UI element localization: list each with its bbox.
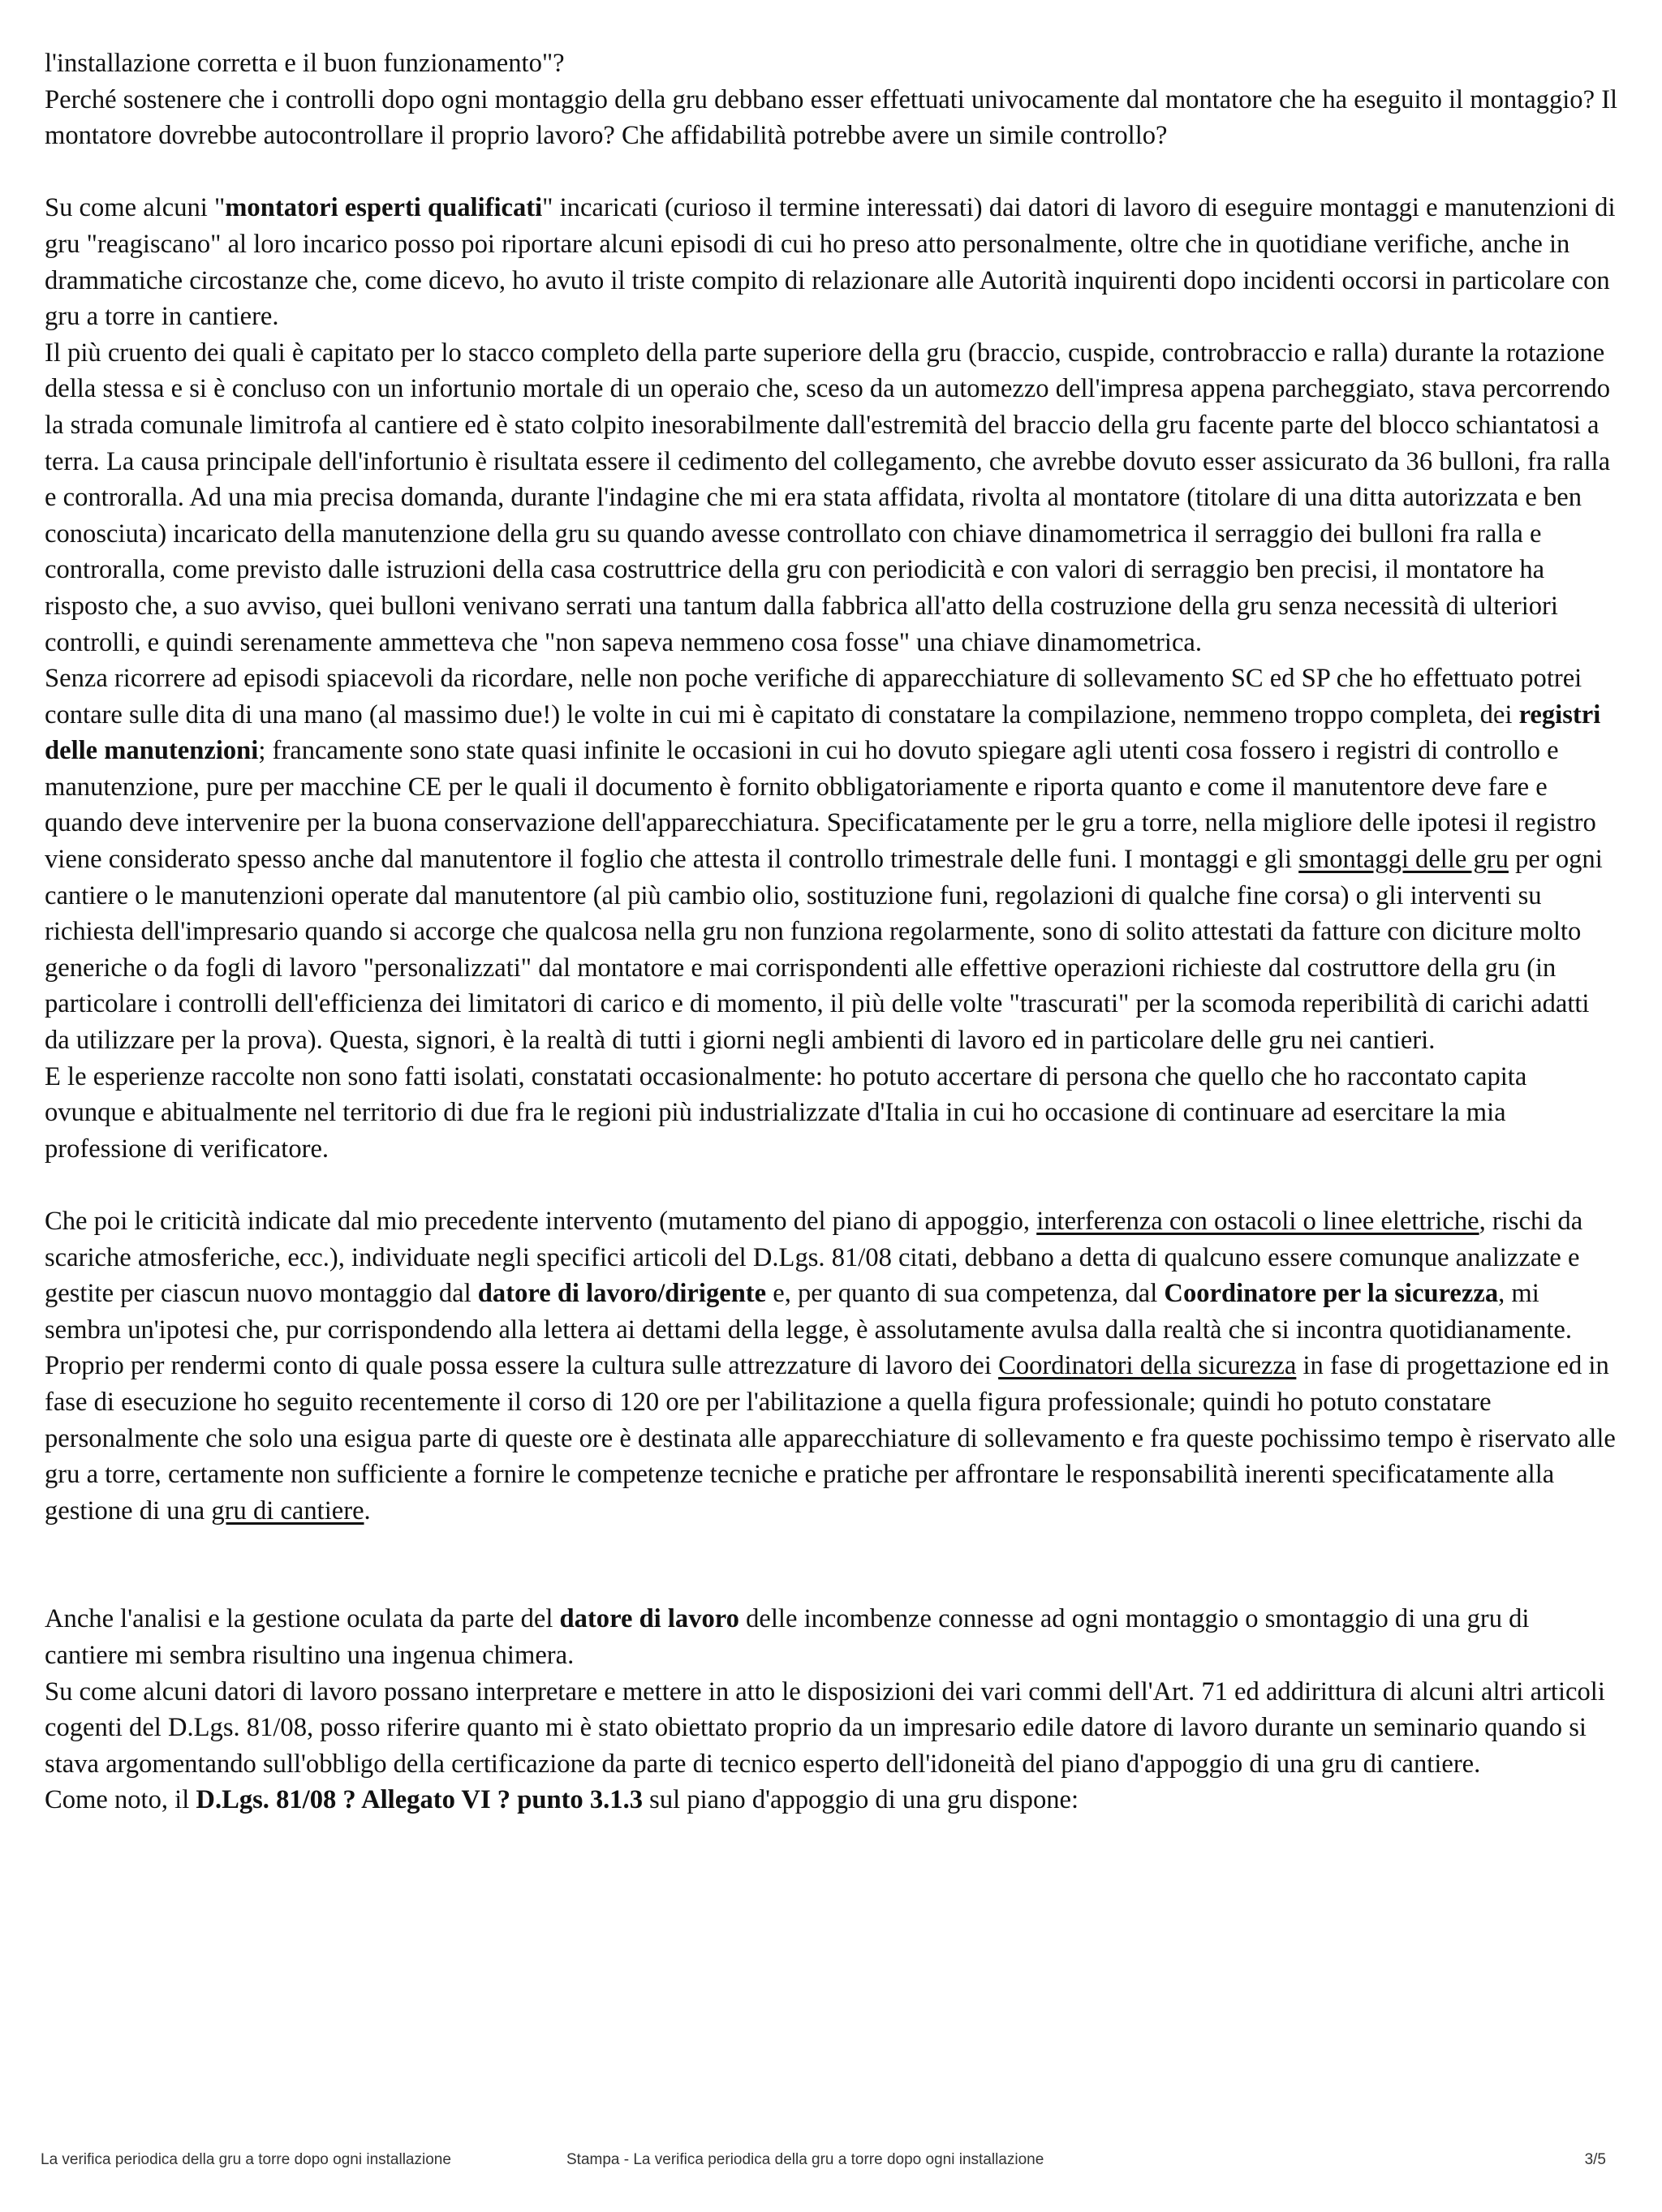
bold-text: datore di lavoro bbox=[559, 1604, 739, 1634]
paragraph bbox=[45, 1059, 1619, 1168]
paragraph bbox=[45, 82, 1619, 154]
text-run: " incaricati (curioso il termine interessati) dai datori di lavoro di eseguire montaggi e manutenzioni di gru "reagiscano" al loro incarico posso poi riportare alcuni episodi di cui ho preso atto personalmente, oltre che in quotidiane verifiche, anche in drammatiche circostanze che, come dicevo, ho avuto il triste compito di relazionare alle Autorità inquirenti dopo incidenti occorsi in particolare con gru a torre in cantiere. bbox=[45, 193, 1616, 332]
text-run: Su come alcuni " bbox=[45, 193, 226, 223]
footer-page-number: 3/5 bbox=[1584, 2151, 1606, 2168]
text-run: , rischi da scariche atmosferiche, ecc.), individuate negli specifici articoli del D.Lgs. 81/08 citati, debbano a detta di qualcuno essere comunque analizzate e gestite per ciascun nuovo montaggio dal bbox=[45, 1207, 1583, 1309]
inline-link[interactable]: Coordinatori della sicurezza bbox=[998, 1351, 1297, 1381]
paragraph bbox=[45, 190, 1619, 334]
text-run: , mi sembra un'ipotesi che, pur corrispondendo alla lettera ai dettami della legge, è assolutamente avulsa dalla realtà che si incontra quotidianamente. bbox=[45, 1279, 1573, 1345]
inline-link[interactable]: smontaggi delle gru bbox=[1298, 845, 1509, 875]
text-run: e, per quanto di sua competenza, dal bbox=[766, 1279, 1165, 1309]
paragraph bbox=[45, 335, 1619, 661]
footer-page-title: La verifica periodica della gru a torre dopo ogni installazione bbox=[41, 2151, 451, 2168]
text-run: Che poi le criticità indicate dal mio precedente intervento (mutamento del piano di appoggio, bbox=[45, 1207, 1037, 1236]
paragraph-spacer bbox=[45, 1529, 1619, 1601]
text-run: Proprio per rendermi conto di quale possa essere la cultura sulle attrezzature di lavoro dei bbox=[45, 1351, 999, 1381]
print-footer bbox=[0, 2151, 1662, 2175]
paragraph bbox=[45, 1674, 1619, 1783]
paragraph-spacer bbox=[45, 154, 1619, 191]
paragraph bbox=[45, 45, 1619, 82]
text-run: delle incombenze connesse ad ogni montaggio o smontaggio di una gru di cantiere mi sembra risultino una ingenua chimera. bbox=[45, 1604, 1530, 1670]
paragraph bbox=[45, 1348, 1619, 1529]
footer-print-title: Stampa - La verifica periodica della gru a torre dopo ogni installazione bbox=[566, 2151, 1044, 2168]
inline-link[interactable]: gru di cantiere bbox=[211, 1495, 364, 1526]
paragraph bbox=[45, 1203, 1619, 1348]
text-run: Perché sostenere che i controlli dopo ogni montaggio della gru debbano esser effettuati univocamente dal montatore che ha eseguito il montaggio? Il montatore dovrebbe autocontrollare il proprio lavoro? Che affidabilità potrebbe avere un simile controllo? bbox=[45, 84, 1618, 151]
text-run: sul piano d'appoggio di una gru dispone: bbox=[643, 1785, 1079, 1815]
paragraph bbox=[45, 661, 1619, 1059]
bold-text: montatori esperti qualificati bbox=[225, 193, 543, 223]
bold-text: registri delle manutenzioni bbox=[45, 699, 1601, 766]
text-run: Su come alcuni datori di lavoro possano interpretare e mettere in atto le disposizioni dei vari commi dell'Art. 71 ed addirittura di alcuni altri articoli cogenti del D.Lgs. 81/08, posso riferire quanto mi è stato obiettato proprio da un impresario edile datore di lavoro durante un seminario quando si stava argomentando sull'obbligo della certificazione da parte di tecnico esperto dell'idoneità del piano d'appoggio di una gru di cantiere. bbox=[45, 1676, 1605, 1779]
paragraph-spacer bbox=[45, 1167, 1619, 1203]
text-run: Come noto, il bbox=[45, 1785, 196, 1815]
paragraph bbox=[45, 1782, 1619, 1818]
text-run: E le esperienze raccolte non sono fatti isolati, constatati occasionalmente: ho potuto accertare di persona che quello che ho raccontato capita ovunque e abitualmente nel territorio di due fra le regioni più industrializzate d'Italia in cui ho occasione di continuare ad esercitare la mia professione di verificatore. bbox=[45, 1061, 1527, 1164]
text-run: l'installazione corretta e il buon funzionamento"? bbox=[45, 49, 565, 78]
inline-link[interactable]: interferenza con ostacoli o linee elettriche bbox=[1036, 1207, 1479, 1236]
text-run: in fase di progettazione ed in fase di esecuzione ho seguito recentemente il corso di 120 ore per l'abilitazione a quella figura professionale; quindi ho potuto constatare personalmente che solo una esigua parte di queste ore è destinata alle apparecchiature di sollevamento e fra queste pochissimo tempo è riservato alle gru a torre, certamente non sufficiente a fornire le competenze tecniche e pratiche per affrontare le responsabilità inerenti specificatamente alla gestione di una bbox=[45, 1351, 1616, 1526]
text-run: Senza ricorrere ad episodi spiacevoli da ricordare, nelle non poche verifiche di apparecchiature di sollevamento SC ed SP che ho effettuato potrei contare sulle dita di una mano (al massimo due!) le volte in cui mi è capitato di constatare la compilazione, nemmeno troppo completa, dei bbox=[45, 664, 1582, 729]
bold-text: Coordinatore per la sicurezza bbox=[1164, 1279, 1499, 1309]
text-run: Il più cruento dei quali è capitato per lo stacco completo della parte superiore della gru (braccio, cuspide, controbraccio e ralla) durante la rotazione della stessa e si è concluso con un infortunio mortale di un operaio che, sceso da un automezzo dell'impresa appena parcheggiato, stava percorrendo la strada comunale limitrofa al cantiere ed è stato colpito inesorabilmente dall'estremità del braccio della gru facente parte del blocco schiantatosi a terra. La causa principale dell'infortunio è risultata essere il cedimento del collegamento, che avrebbe dovuto esser assicurato da 36 bulloni, fra ralla e controralla. Ad una mia precisa domanda, durante l'indagine che mi era stata affidata, rivolta al montatore (titolare di una ditta autorizzata e ben conosciuta) incaricato della manutenzione della gru su quando avesse controllato con chiave dinamometrica il serraggio dei bulloni fra ralla e controralla, come previsto dalle istruzioni della casa costruttrice della gru con periodicità e con valori di serraggio ben precisi, il montatore ha risposto che, a suo avviso, quei bulloni venivano serrati una tantum dalla fabbrica all'atto della costruzione della gru senza necessità di ulteriori controlli, e quindi serenamente ammetteva che "non sapeva nemmeno cosa fosse" una chiave dinamometrica. bbox=[45, 338, 1611, 657]
article-body bbox=[45, 45, 1619, 1818]
bold-text: datore di lavoro/dirigente bbox=[477, 1279, 767, 1309]
bold-text: D.Lgs. 81/08 ? Allegato VI ? punto 3.1.3 bbox=[196, 1785, 644, 1815]
text-run: Anche l'analisi e la gestione oculata da parte del bbox=[45, 1604, 560, 1634]
text-run: ; francamente sono state quasi infinite le occasioni in cui ho dovuto spiegare agli utenti cosa fossero i registri di controllo e manutenzione, pure per macchine CE per le quali il documento è fornito obbligatoriamente e riporta quanto e come il manutentore deve fare e quando deve intervenire per la buona conservazione dell'apparecchiatura. Specificatamente per le gru a torre, nella migliore delle ipotesi il registro viene considerato spesso anche dal manutentore il foglio che attesta il controllo trimestrale delle funi. I montaggi e gli bbox=[45, 736, 1596, 875]
paragraph bbox=[45, 1601, 1619, 1673]
text-run: . bbox=[364, 1495, 371, 1526]
text-run: per ogni cantiere o le manutenzioni operate dal manutentore (al più cambio olio, sostituzione funi, regolazioni di qualche fine corsa) o gli interventi su richiesta dell'impresario quando si accorge che qualcosa nella gru non funziona regolarmente, sono di solito attestati da fatture con diciture molto generiche o da fogli di lavoro "personalizzati" dal montatore e mai corrispondenti alle effettive operazioni richieste dal costruttore della gru (in particolare i controlli dell'efficienza dei limitatori di carico e di momento, il più delle volte "trascurati" per la scomoda reperibilità di carichi adatti da utilizzare per la prova). Questa, signori, è la realtà di tutti i giorni negli ambienti di lavoro ed in particolare delle gru nei cantieri. bbox=[45, 845, 1603, 1056]
